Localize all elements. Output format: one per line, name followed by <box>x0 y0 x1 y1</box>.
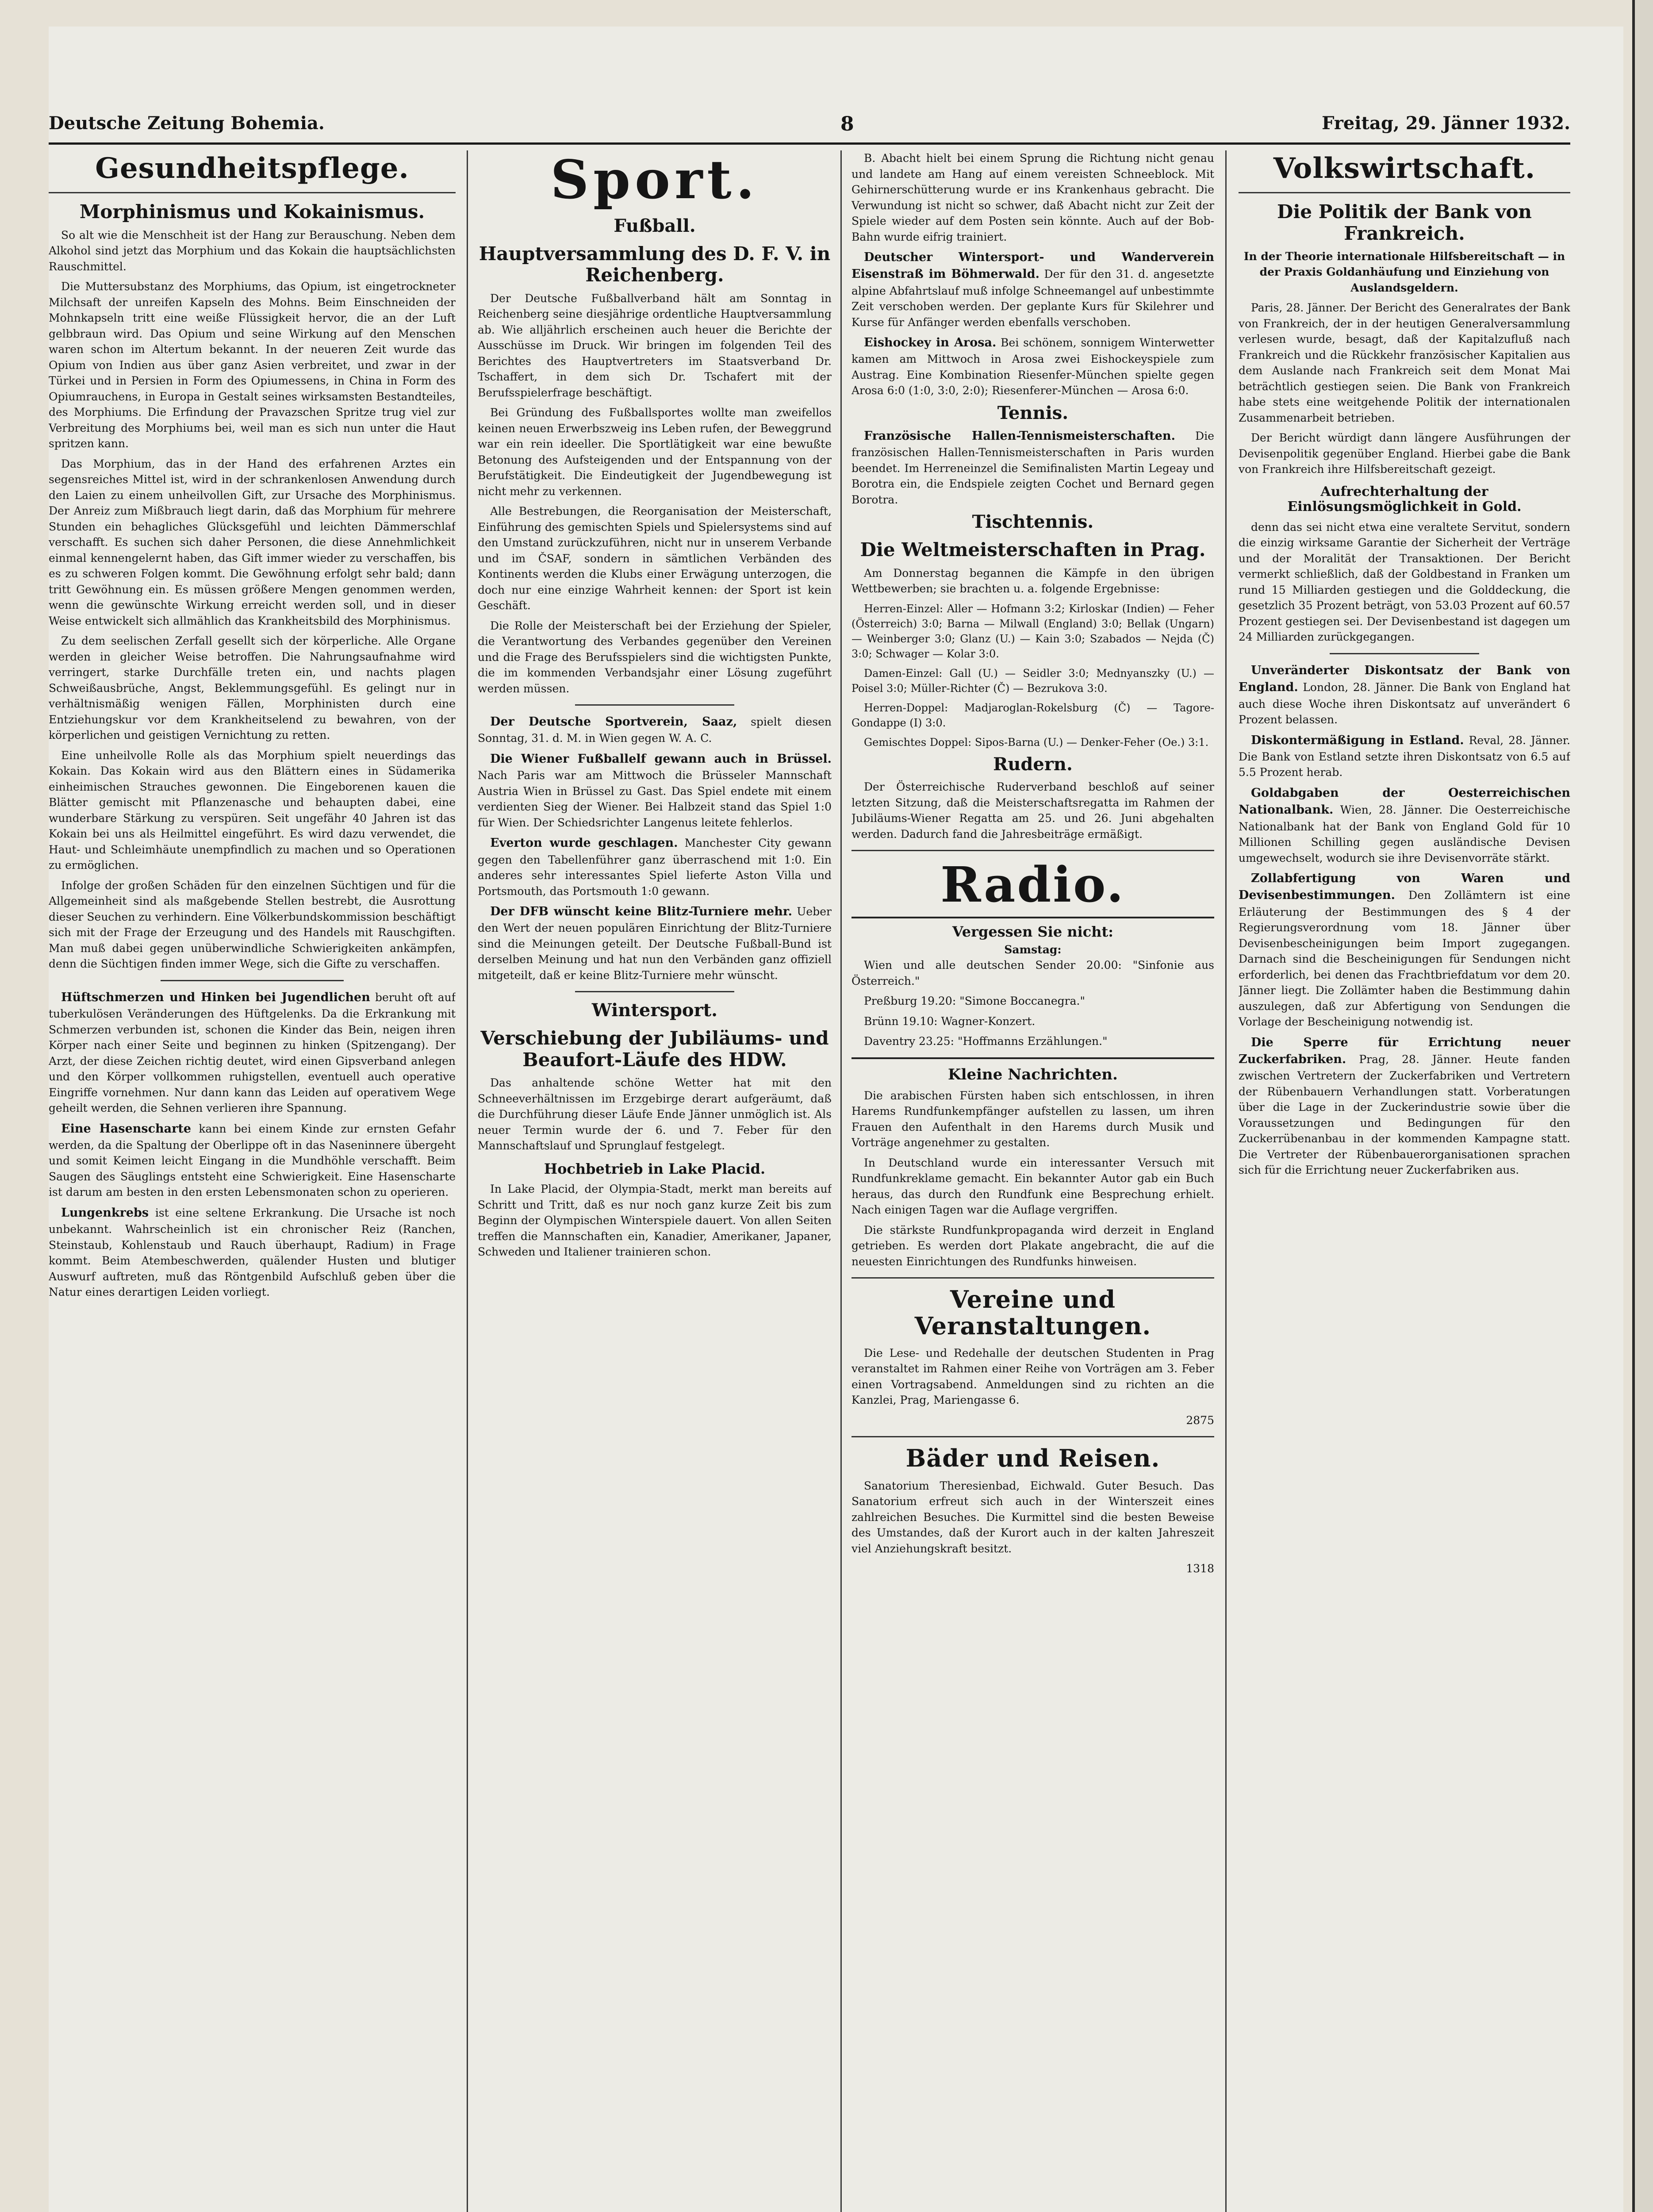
article-heading: Die Politik der Bank von Frankreich. <box>1277 201 1532 244</box>
column-divider <box>1225 150 1227 2212</box>
header-rule <box>49 142 1570 145</box>
result-line: Damen-Einzel: Gall (U.) — Seidler 3:0; Mednyanszky (U.) — Poisel 3:0; Müller-Richter (Č) — Bezrukova 3:0. <box>851 667 1214 695</box>
article-paragraph: London, 28. Jänner. Die Bank von England hat auch diese Woche ihren Diskontsatz auf unverändert 6 Prozent belassen. <box>1239 681 1570 726</box>
section-title-health: Gesundheitspflege. <box>95 152 409 185</box>
article-paragraph: Am Donnerstag begannen die Kämpfe in den übrigen Wettbewerben; sie brachten u. a. folgende Ergebnisse: <box>851 566 1214 595</box>
article-heading: Morphinismus und Kokainismus. <box>79 201 425 223</box>
article-kicker: Diskontermäßigung in Estland. <box>1251 733 1464 747</box>
radio-reminder-box <box>851 917 1214 1059</box>
subsection-title: Wintersport. <box>591 1000 718 1021</box>
article-paragraph: Alle Bestrebungen, die Reorganisation der Meisterschaft, Einführung des gemischten Spiels und Spielersystems sind auf den Umstand zurückzuführen, nicht nur in unserem Verbande und im ČSAF, sondern in sämtlichen Verbänden des Kontinents werden die Klubs einer Erwägung unterzogen, die doch nur eine einzige Wahrheit kennen: der Sport ist kein Geschäft. <box>478 505 832 612</box>
article-kicker: Eine Hasenscharte <box>61 1121 192 1136</box>
article-kicker: Der DFB wünscht keine Blitz-Turniere mehr. <box>490 905 792 919</box>
article-paragraph: Paris, 28. Jänner. Der Bericht des Generalrates der Bank von Frankreich, der in der heutigen Generalversammlung verlesen wurde, besagt, daß der Kapitalzufluß nach Frankreich und die Rückkehr französischer Kapitalien aus dem Auslande nach Frankreich seit dem Monat Mai beträchtlich gestiegen seien. Die Bank von Frankreich habe stets eine weitgehende Politik der internationalen Zusammenarbeit betrieben. <box>1239 301 1570 424</box>
article-paragraph: In Deutschland wurde ein interessanter Versuch mit Rundfunkreklame gemacht. Ein bekannter Autor gab ein Buch heraus, das durch den Rundfunk eine Besprechung erhielt. Nach einigen Tagen war die Auflage vergriffen. <box>851 1156 1214 1217</box>
reminder-item: Preßburg 19.20: "Simone Boccanegra." <box>864 995 1085 1008</box>
article-paragraph: Sanatorium Theresienbad, Eichwald. Guter Besuch. Das Sanatorium erfreut sich auch in der Winterszeit eines zahlreichen Besuches. Die Kurmittel sind die besten Beweise des Umstandes, daß der Kurort auch in der kalten Jahreszeit viel Anziehungskraft besitzt. <box>851 1479 1214 1555</box>
column-sport-radio <box>851 150 1214 2212</box>
article-kicker: Deutscher Wintersport- und Wanderverein Eisenstraß im Böhmerwald. <box>851 250 1214 281</box>
reminder-item: Daventry 23.25: "Hoffmanns Erzählungen." <box>864 1035 1108 1048</box>
article-paragraph: spielt diesen Sonntag, 31. d. M. in Wien gegen W. A. C. <box>478 715 832 745</box>
section-title-sport: Sport. <box>550 150 759 211</box>
reminder-heading: Vergessen Sie nicht: <box>952 923 1114 940</box>
article-kicker: Unveränderter Diskontsatz der Bank von England. <box>1239 663 1570 695</box>
result-line: Gemischtes Doppel: Sipos-Barna (U.) — Denker-Feher (Oe.) 3:1. <box>864 736 1209 749</box>
article-heading: Aufrechterhaltung der Einlösungsmöglichkeit in Gold. <box>1287 484 1522 515</box>
result-line: Herren-Doppel: Madjaroglan-Rokelsburg (Č) — Tagore-Gondappe (I) 3:0. <box>851 702 1214 730</box>
article-kicker: Die Wiener Fußballelf gewann auch in Brüssel. <box>490 752 832 766</box>
article-paragraph: denn das sei nicht etwa eine veraltete Servitut, sondern die einzig wirksame Garantie der Sicherheit der Verträge und der Moralität der Transaktionen. Der Bericht vermerkt schließlich, daß der Goldbestand in Franken um rund 15 Milliarden gestiegen und die Golddeckung, die gesetzlich 35 Prozent beträgt, von 53.03 Prozent auf 60.57 Prozent gestiegen sei. Der Devisenbestand ist dagegen um 24 Milliarden zurückgegangen. <box>1239 520 1570 644</box>
article-heading: Hochbetrieb in Lake Placid. <box>544 1160 766 1177</box>
section-title-radio: Radio. <box>940 856 1125 914</box>
article-paragraph: Bei Gründung des Fußballsportes wollte man zweifellos keinen neuen Erwerbszweig ins Leben rufen, der Beweggrund war ein rein ideeller. Die Sportlätigkeit war eine bewußte Betonung des Aufsteigenden und der Entspannung von der Berufstätigkeit. Die Eindeutigkeit der Jugendbewegung ist nicht mehr zu verkennen. <box>478 406 832 498</box>
article-paragraph: Zu dem seelischen Zerfall gesellt sich der körperliche. Alle Organe werden in gleicher Weise betroffen. Die Nahrungsaufnahme wird verringert, starke Durchfälle treten ein, und nachts plagen Schweißausbrüche, Angst, Beklemmungsgefühl. Es gelingt nur in verhältnismäßig wenigen Fällen, Morphinisten durch eine Entziehungskur vor dem Krankheitselend zu bewahren, von der körperlichen und geistigen Vernichtung zu retten. <box>49 634 456 742</box>
article-paragraph: beruht oft auf tuberkulösen Veränderungen des Hüftgelenks. Da die Erkrankung mit Schmerzen verbunden ist, schonen die Kinder das Bein, neigen ihren Körper nach einer Seite und beginnen zu hinken (Spitzengang). Der Arzt, der diese Zeichen richtig deutet, wird einen Gipsverband anlegen und den Körper vollkommen ruhigstellen, eventuell auch operative Eingriffe vornehmen. Nur dann kann das Leiden auf operativem Wege geheilt werden, die Sehnen verlieren ihre Spannung. <box>49 991 456 1115</box>
column-divider <box>467 150 468 2212</box>
article-paragraph: Wien, 28. Jänner. Die Oesterreichische Nationalbank hat der Bank von England Gold für 10 Millionen Schilling gegen ausländische Devisen umgewechselt, wodurch sie ihre Devisenvorräte stärkt. <box>1239 803 1570 864</box>
newspaper-title: Deutsche Zeitung Bohemia. <box>49 113 325 134</box>
article-kicker: Lungenkrebs <box>61 1206 149 1220</box>
article-paragraph: Den Zollämtern ist eine Erläuterung der Bestimmungen des § 4 der Regierungsverordnung vom 18. Jänner über Devisenbescheinigungen beim Import zugegangen. Darnach sind die Bescheinigungen für Sendungen nicht erforderlich, bei denen das Frachtbriefdatum vor dem 20. Jänner liegt. Die Zollämter haben die Bestimmung dahin auszulegen, daß zur Abfertigung von Sendungen die Vorlage der Bescheinigung notwendig ist. <box>1239 889 1570 1029</box>
ad-reference: 1318 <box>1186 1562 1214 1575</box>
article-paragraph: Nach Paris war am Mittwoch die Brüsseler Mannschaft Austria Wien in Brüssel zu Gast. Das Spiel endete mit einem verdienten Sieg der Wiener. Bei Halbzeit stand das Spiel 1:0 für Wien. Der Schiedsrichter Langenus leitete fehlerlos. <box>478 769 832 829</box>
article-heading: Kleine Nachrichten. <box>948 1065 1118 1083</box>
article-paragraph: Infolge der großen Schäden für den einzelnen Süchtigen und für die Allgemeinheit sind als maßgebende Stellen bestrebt, die Ausrottung dieser Seuchen zu verhindern. Eine Völkerbundskommission beschäftigt sich mit der Frage der Erzeugung und des Handels mit Rauschgiften. Man muß dabei gegen unüberwindliche Schwierigkeiten ankämpfen, denn die Süchtigen finden immer Wege, sich die Gifte zu verschaffen. <box>49 879 456 971</box>
subsection-title: Tischtennis. <box>972 511 1094 533</box>
article-paragraph: Prag, 28. Jänner. Heute fanden zwischen Vertretern der Zuckerfabriken und Vertretern der Rübenbauern Verhandlungen statt. Vorberatungen über die Lage in der Zuckerindustrie sowie über die Voraussetzungen und Bedingungen für den Zuckerrübenanbau in der kommenden Kampagne statt. Die Vertreter der Rübenbauerorganisationen sprachen sich für die Errichtung neuer Zuckerfabriken aus. <box>1239 1053 1570 1177</box>
article-paragraph: Der Deutsche Fußballverband hält am Sonntag in Reichenberg seine diesjährige ordentliche Hauptversammlung ab. Wie alljährlich erscheinen auch heuer die Berichte der Ausschüsse im Druck. Wir bringen im folgenden Teil des Berichtes des Hauptvertreters im Staatsverband Dr. Tschaffert, in dem sich Dr. Tschafert mit der Berufsspielerfrage beschäftigt. <box>478 292 832 399</box>
subsection-title: Fußball. <box>614 215 696 236</box>
article-paragraph: Das anhaltende schöne Wetter hat mit den Schneeverhältnissen im Erzgebirge derart aufgeräumt, daß die Durchführung dieser Läufe Ende Jänner unmöglich ist. Als neuer Termin wurde der 6. und 7. Feber für den Mannschaftslauf und Sprunglauf festgelegt. <box>478 1076 832 1152</box>
article-heading: Verschiebung der Jubiläums- und Beaufort-Läufe des HDW. <box>480 1027 829 1071</box>
column-economy <box>1239 150 1570 2212</box>
reminder-item: Wien und alle deutschen Sender 20.00: "Sinfonie aus Österreich." <box>851 959 1214 987</box>
article-kicker: Goldabgaben der Oesterreichischen Nationalbank. <box>1239 786 1570 817</box>
article-intro: In der Theorie internationale Hilfsbereitschaft — in der Praxis Goldanhäufung und Einziehung von Auslandsgeldern. <box>1243 250 1565 294</box>
article-kicker: Hüftschmerzen und Hinken bei Jugendlichen <box>61 990 370 1004</box>
article-paragraph: Die arabischen Fürsten haben sich entschlossen, in ihren Harems Rundfunkempfänger aufstellen zu lassen, um ihren Frauen den Aufenthalt in den Harems durch Musik und Vorträge angenehmer zu gestalten. <box>851 1089 1214 1149</box>
article-paragraph: Die französischen Hallen-Tennismeisterschaften in Paris wurden beendet. Im Herreneinzel die Semifinalisten Martin Legeay und Borotra ein, die Endspiele zeigten Cochet und Bernard gegen Borotra. <box>851 429 1214 506</box>
article-kicker: Der Deutsche Sportverein, Saaz, <box>490 715 737 729</box>
section-title-baths: Bäder und Reisen. <box>905 1444 1160 1473</box>
article-kicker: Französische Hallen-Tennismeisterschaften. <box>864 429 1175 443</box>
subsection-title: Tennis. <box>997 402 1069 423</box>
article-paragraph: Der Österreichische Ruderverband beschloß auf seiner letzten Sitzung, daß die Meisterschaftsregatta im Rahmen der Jubiläums-Wiener Regatta am 25. und 26. Juni abgehalten werden. Dadurch fand die Jahresbeiträge ermäßigt. <box>851 780 1214 841</box>
subsection-title: Rudern. <box>993 754 1073 775</box>
article-paragraph: ist eine seltene Erkrankung. Die Ursache ist noch unbekannt. Wahrscheinlich ist ein chronischer Reiz (Ranchen, Steinstaub, Kohlenstaub und Rauch überhaupt, Radium) in Frage kommt. Beim Atembeschwerden, quälender Husten und blutiger Auswurf auftreten, muß das Röntgenbild Aufschluß geben über die Natur eines derartigen Leiden vorliegt. <box>49 1206 456 1299</box>
article-kicker: Zollabfertigung von Waren und Devisenbestimmungen. <box>1239 872 1570 902</box>
article-kicker: Eishockey in Arosa. <box>864 336 997 350</box>
article-kicker: Everton wurde geschlagen. <box>490 836 678 850</box>
article-kicker: Die Sperre für Errichtung neuer Zuckerfabriken. <box>1239 1035 1570 1067</box>
article-paragraph: Der für den 31. d. angesetzte alpine Abfahrtslauf muß infolge Schneemangel auf unbestimmte Zeit verschoben werden. Der geplante Kurs für Skilehrer und Kurse für Anfänger werden ebenfalls verschoben. <box>851 268 1214 329</box>
article-paragraph: Ueber den Wert der neuen populären Einrichtung der Blitz-Turniere sind die Meinungen geteilt. Der Deutsche Fußball-Bund ist derselben Meinung und hat nun den Verbänden ganz offiziell mitgeteilt, daß er keine Blitz-Turniere mehr wünscht. <box>478 905 832 982</box>
article-paragraph: Die Rolle der Meisterschaft bei der Erziehung der Spieler, die Verantwortung des Verbandes gegenüber den Vereinen und die Frage des Berufsspielers sind die wichtigsten Punkte, die im kommenden Verbandsjahr einer Lösung zugeführt werden müssen. <box>478 619 832 695</box>
section-title-events: Vereine und Veranstaltungen. <box>914 1285 1151 1340</box>
result-line: Herren-Einzel: Aller — Hofmann 3:2; Kirloskar (Indien) — Feher (Österreich) 3:0; Barna — Milwall (England) 3:0; Bellak (Ungarn) — Weinberger 3:0; Glanz (U.) — Kain 3:0; Szabados — Nejda (Č) 3:0; Schwager — Kolar 3:0. <box>851 602 1214 660</box>
reminder-day: Samstag: <box>1004 943 1062 956</box>
article-paragraph: Der Bericht würdigt dann längere Ausführungen der Devisenpolitik gegenüber England. Hierbei gabe die Bank von Frankreich ihre Hilfsbereitschaft gezeigt. <box>1239 431 1570 476</box>
article-heading: Die Weltmeisterschaften in Prag. <box>860 539 1206 561</box>
article-paragraph: Reval, 28. Jänner. Die Bank von Estland setzte ihren Diskontsatz von 6.5 auf 5.5 Prozent herab. <box>1239 733 1570 779</box>
article-paragraph: Das Morphium, das in der Hand des erfahrenen Arztes ein segensreiches Mittel ist, wird in der schrankenlosen Anwendung durch den Laien zu einem unheilvollen Gift, zur Ursache des Morphinismus. Der Anreiz zum Mißbrauch liegt darin, daß das Morphium für mehrere Stunden ein behagliches Glücksgefühl und leichten Dämmerschlaf verschafft. Es suchen sich daher Personen, die diese Annehmlichkeit einmal kennengelernt haben, das Gift immer wieder zu verschaffen, bis es zu schweren Folgen kommt. Die Gewöhnung erfolgt sehr bald; dann tritt Gewöhnung ein. Es müssen größere Mengen genommen werden, wenn die gewünschte Wirkung erreicht werden soll, und in dieser Weise entwickelt sich allmählich das Krankheitsbild des Morphinismus. <box>49 457 456 627</box>
article-paragraph: Eine unheilvolle Rolle als das Morphium spielt neuerdings das Kokain. Das Kokain wird aus den Blättern eines in Südamerika einheimischen Strauches gewonnen. Die Eingeborenen kauen die Blätter gemischt mit Pflanzenasche und behaupten dabei, eine wunderbare Stärkung zu verspüren. Seit ungefähr 40 Jahren ist das Kokain bei uns als Heilmittel eingeführt. Es wird dazu verwendet, die Haut- und Schleimhäute unempfindlich zu machen und so Operationen zu ermöglichen. <box>49 749 456 872</box>
ad-reference: 2875 <box>1186 1413 1214 1427</box>
article-paragraph: Die stärkste Rundfunkpropaganda wird derzeit in England getrieben. Es werden dort Plakate angebracht, die auf die neuesten Einrichtungen des Rundfunks hinweisen. <box>851 1223 1214 1268</box>
article-paragraph: Die Muttersubstanz des Morphiums, das Opium, ist eingetrockneter Milchsaft der unreifen Kapseln des Mohns. Beim Einschneiden der Mohnkapseln tritt eine weiße Flüssigkeit hervor, die an der Luft gelbbraun wird. Das Opium und seine Wirkung auf den Menschen waren schon im Altertum bekannt. In der neueren Zeit wurde das Opium von Indien aus über ganz Asien verbreitet, und zwar in der Türkei und in Persien in Form des Opiumessens, in China in Form des Opiumrauchens, in Europa in Gestalt seines wirksamsten Bestandteiles, des Morphiums. Die Erfindung der Pravazschen Spritze trug viel zur Verbreitung des Morphiums bei, weil man es sich nun unter die Haut spritzen kann. <box>49 280 456 450</box>
article-paragraph: So alt wie die Menschheit ist der Hang zur Berauschung. Neben dem Alkohol sind jetzt das Morphium und das Kokain die hauptsächlichsten Rauschmittel. <box>49 228 456 273</box>
article-paragraph: Manchester City gewann gegen den Tabellenführer ganz überraschend mit 1:0. Ein anderes sehr interessantes Spiel lieferte Aston Villa und Portsmouth, das Portsmouth 1:0 gewann. <box>478 837 832 898</box>
article-paragraph: In Lake Placid, der Olympia-Stadt, merkt man bereits auf Schritt und Tritt, daß es nur noch ganz kurze Zeit bis zum Beginn der Olympischen Winterspiele dauert. Von allen Seiten treffen die Mannschaften ein, Kanadier, Amerikaner, Japaner, Schweden und Italiener trainieren schon. <box>478 1183 832 1259</box>
column-sport <box>478 150 832 2212</box>
page-edge-strip <box>1632 0 1653 2212</box>
article-paragraph: kann bei einem Kinde zur ernsten Gefahr werden, da die Spaltung der Oberlippe oft in das Naseninnere übergeht und somit Keimen leicht Eingang in die Mundhöhle verschafft. Beim Saugen des Säuglings entsteht eine Schwierigkeit. Eine Hasenscharte ist darum am besten in den ersten Lebensmonaten schon zu operieren. <box>49 1122 456 1199</box>
column-divider <box>840 150 842 2212</box>
article-heading: Hauptversammlung des D. F. V. in Reichenberg. <box>479 243 831 286</box>
issue-date: Freitag, 29. Jänner 1932. <box>1322 113 1570 134</box>
article-paragraph: Bei schönem, sonnigem Winterwetter kamen am Mittwoch in Arosa zwei Eishockeyspiele zum Austrag. Eine Kombination Riesenfer-München spielte gegen Arosa 6:0 (1:0, 3:0, 2:0); Riesenferer-München — Arosa 6:0. <box>851 336 1214 397</box>
page-number: 8 <box>840 113 854 135</box>
section-title-economy: Volkswirtschaft. <box>1273 152 1536 185</box>
page-header <box>49 113 1570 139</box>
reminder-item: Brünn 19.10: Wagner-Konzert. <box>864 1014 1036 1028</box>
article-paragraph: Die Lese- und Redehalle der deutschen Studenten in Prag veranstaltet im Rahmen einer Reihe von Vorträgen am 3. Feber einen Vortragsabend. Anmeldungen sind zu richten an die Kanzlei, Prag, Mariengasse 6. <box>851 1346 1214 1407</box>
column-health <box>49 150 456 2212</box>
article-paragraph: B. Abacht hielt bei einem Sprung die Richtung nicht genau und landete am Hang auf einem vereisten Schneeblock. Mit Gehirnerschütterung wurde er ins Krankenhaus gebracht. Die Verwundung ist nicht so schwer, daß Abacht nicht zur Zeit der Spiele wieder auf dem Posten sein könnte. Auch auf der Bob-Bahn wurde eifrig trainiert. <box>851 152 1214 243</box>
